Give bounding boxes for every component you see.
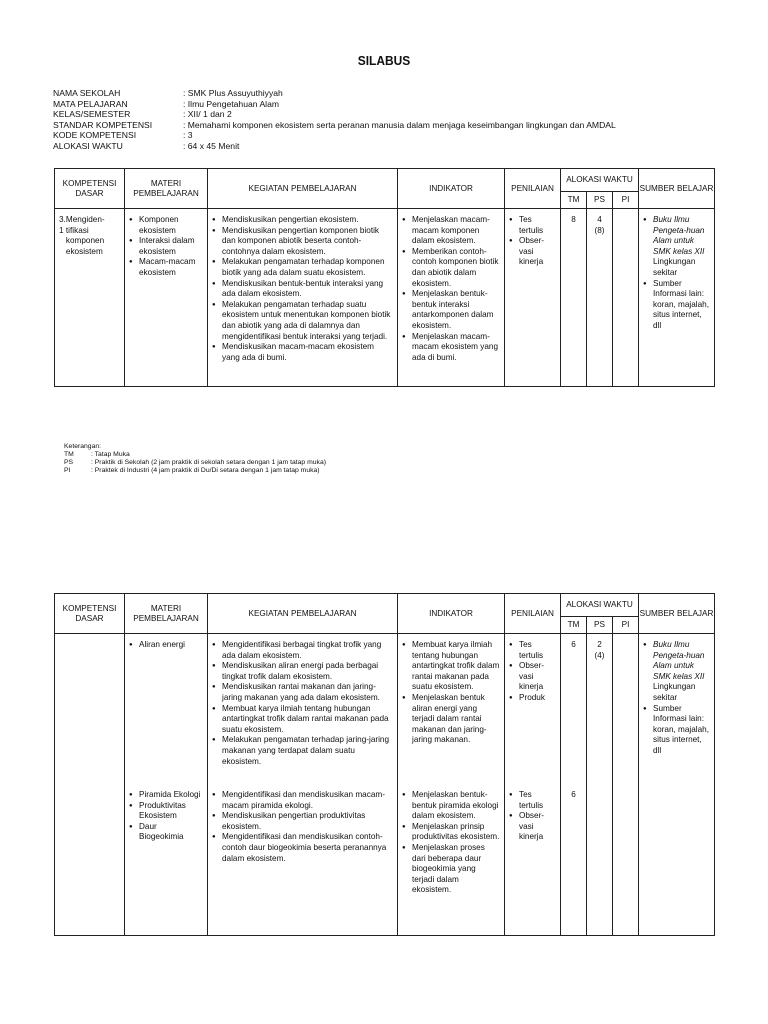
meta-key: NAMA SEKOLAH	[53, 88, 121, 98]
list-item: ● Obser-vasi kinerja	[509, 811, 556, 843]
list-item: ● Menjelaskan macam-macam ekosistem yang ada di bumi.	[402, 332, 500, 364]
materi-cell	[125, 209, 208, 387]
list-item: ● Menjelaskan macam-macam komponen dalam ekosistem.	[402, 215, 500, 247]
tm-value: 6	[571, 790, 576, 799]
sumber-lingkungan: Lingkungan sekitar	[653, 257, 696, 277]
list-item: ● Tes tertulis	[509, 640, 556, 661]
meta-key: STANDAR KOMPETENSI	[53, 119, 153, 130]
list-item: ● Daur Biogeokimia	[129, 822, 203, 843]
list-item: ● Mendiskusikan aliran energi pada berbagai tingkat trofik dalam ekosistem.	[212, 661, 393, 682]
meta-row	[53, 88, 616, 99]
list-item: ● Mengidentifikasi berbagai tingkat trofik yang ada dalam ekosistem.	[212, 640, 393, 661]
list-item: ● Aliran energi	[129, 640, 203, 651]
kd-cell	[55, 209, 125, 387]
header-ps: PS	[587, 192, 613, 209]
sumber-book: Buku Ilmu Pengeta-huan Alam untuk SMK kelas XII	[653, 640, 705, 681]
kd-cell	[55, 634, 125, 936]
sumber-lingkungan: Lingkungan sekitar	[653, 682, 696, 702]
header-pi: PI	[613, 617, 639, 634]
meta-key: ALOKASI WAKTU	[53, 140, 123, 151]
list-item: ● Sumber Informasi lain: koran, majalah, situs internet, dll	[643, 704, 710, 757]
header-kd: KOMPETENSI DASAR	[55, 594, 125, 634]
list-item: ● Mendiskusikan rantai makanan dan jaring-jaring makanan yang ada dalam ekosistem.	[212, 682, 393, 703]
header-materi: MATERI PEMBELAJARAN	[125, 594, 208, 634]
header-pi: PI	[613, 192, 639, 209]
list-item: ● Tes tertulis	[509, 790, 556, 811]
keterangan-key: PS	[64, 459, 74, 466]
list-item	[643, 215, 710, 279]
header-penilaian: PENILAIAN	[505, 169, 561, 209]
header-penilaian: PENILAIAN	[505, 594, 561, 634]
header-kd: KOMPETENSI DASAR	[55, 169, 125, 209]
tm-value: 8	[571, 215, 576, 224]
list-item: ● Interaksi dalam ekosistem	[129, 236, 203, 257]
kd-text: Mengiden-tifikasi komponen ekosistem	[65, 215, 105, 256]
list-item: ● Mendiskusikan bentuk-bentuk interaksi yang ada dalam ekosistem.	[212, 279, 393, 300]
identity-block	[53, 88, 616, 152]
meta-row	[53, 120, 616, 131]
ps-cell	[587, 209, 613, 387]
list-item: ● Sumber Informasi lain: koran, majalah, situs internet, dll	[643, 279, 710, 332]
header-materi: MATERI PEMBELAJARAN	[125, 169, 208, 209]
header-kegiatan: KEGIATAN PEMBELAJARAN	[208, 594, 398, 634]
list-item: ● Menjelaskan bentuk-bentuk interaksi antarkomponen dalam ekosistem.	[402, 289, 500, 331]
list-item: ● Mengidentifikasi dan mendiskusikan contoh-contoh daur biogeokimia beserta peranannya dalam ekosistem.	[212, 832, 393, 864]
indikator-cell	[398, 209, 505, 387]
ps-value: 4	[597, 215, 602, 224]
list-item: ● Komponen ekosistem	[129, 215, 203, 236]
header-kegiatan: KEGIATAN PEMBELAJARAN	[208, 169, 398, 209]
document-title: SILABUS	[357, 53, 411, 68]
list-item: ● Menjelaskan bentuk-bentuk piramida ekologi dalam ekosistem.	[402, 790, 500, 822]
header-indikator: INDIKATOR	[398, 169, 505, 209]
keterangan-value: : Tatap Muka	[91, 451, 130, 458]
list-item: ● Mendiskusikan pengertian ekosistem.	[212, 215, 393, 226]
meta-value: : XII/ 1 dan 2	[183, 109, 232, 120]
header-sumber: SUMBER BELAJAR	[639, 594, 715, 634]
keterangan-value: : Praktik di Sekolah (2 jam praktik di sekolah setara dengan 1 jam tatap muka)	[91, 459, 326, 466]
meta-row	[53, 109, 616, 120]
list-item: ● Melakukan pengamatan terhadap komponen biotik yang ada dalam suatu ekosistem.	[212, 257, 393, 278]
list-item: ● Melakukan pengamatan terhadap jaring-jaring makanan yang terdapat dalam suatu ekosistem.	[212, 735, 393, 767]
meta-value: : SMK Plus Assuyuthiyyah	[183, 88, 283, 98]
sumber-book: Buku Ilmu Pengeta-huan Alam untuk SMK kelas XII	[653, 215, 705, 256]
meta-row	[53, 141, 616, 152]
list-item: ● Membuat karya ilmiah tentang hubungan antartingkat trofik dalam rantai makanan pada suatu ekosistem.	[402, 640, 500, 693]
meta-key: MATA PELAJARAN	[53, 98, 128, 109]
list-item: ● Mendiskusikan pengertian komponen biotik dan komponen abiotik beserta contoh-contohnya dalam ekosistem.	[212, 226, 393, 258]
keterangan-row	[64, 451, 326, 459]
list-item: ● Produktivitas Ekosistem	[129, 801, 203, 822]
meta-value: : 3	[183, 130, 193, 141]
pi-cell	[613, 634, 639, 936]
meta-value: : Memahami komponen ekosistem serta peranan manusia dalam menjaga keseimbangan lingkungan dan AMDAL	[183, 119, 616, 130]
list-item: ● Membuat karya ilmiah tentang hubungan antartingkat trofik dalam rantai makanan pada suatu ekosistem.	[212, 704, 393, 736]
meta-row	[53, 130, 616, 141]
list-item: ● Mendiskusikan pengertian produktivitas ekosistem.	[212, 811, 393, 832]
sumber-cell	[639, 634, 715, 936]
pi-value	[613, 209, 638, 219]
list-item: ● Obser-vasi kinerja	[509, 661, 556, 693]
pi-cell	[613, 209, 639, 387]
list-item: ● Mengidentifikasi dan mendiskusikan macam-macam piramida ekologi.	[212, 790, 393, 811]
list-item: ● Produk	[509, 693, 556, 704]
header-tm: TM	[561, 192, 587, 209]
ps-cell	[587, 634, 613, 936]
list-item: ● Macam-macam ekosistem	[129, 257, 203, 278]
tm-cell	[561, 209, 587, 387]
materi-cell	[125, 634, 208, 936]
meta-value: : 64 x 45 Menit	[183, 140, 240, 151]
list-item: ● Menjelaskan bentuk aliran energi yang terjadi dalam rantai makanan dan jaring-jaring makanan.	[402, 693, 500, 746]
list-item: ● Obser-vasi kinerja	[509, 236, 556, 268]
penilaian-cell	[505, 634, 561, 936]
list-item: ● Mendiskusikan macam-macam ekosistem yang ada di bumi.	[212, 342, 393, 363]
list-item: ● Tes tertulis	[509, 215, 556, 236]
header-alokasi: ALOKASI WAKTU	[561, 169, 639, 192]
keterangan-note	[64, 443, 326, 475]
list-item	[643, 640, 710, 704]
penilaian-cell	[505, 209, 561, 387]
meta-value: : Ilmu Pengetahuan Alam	[183, 98, 280, 109]
keterangan-title: Keterangan:	[64, 443, 102, 450]
list-item: ● Menjelaskan proses dari beberapa daur biogeokimia yang terjadi dalam ekosistem.	[402, 843, 500, 896]
list-item: ● Melakukan pengamatan terhadap suatu ekosistem untuk menentukan komponen biotik dan abiotik yang ada di dalamnya dan mengidentifikasi bentuk interaksi yang terjadi.	[212, 300, 393, 342]
keterangan-row	[64, 459, 326, 467]
header-tm: TM	[561, 617, 587, 634]
indikator-cell	[398, 634, 505, 936]
tm-value: 6	[571, 640, 576, 649]
kd-number: 3. 1	[59, 215, 66, 235]
meta-key: KODE KOMPETENSI	[53, 130, 137, 141]
keterangan-key: PI	[64, 467, 71, 474]
ps-value: 2	[597, 640, 602, 649]
sumber-cell	[639, 209, 715, 387]
header-alokasi: ALOKASI WAKTU	[561, 594, 639, 617]
list-item: ● Memberikan contoh-contoh komponen biotik dan abiotik dalam ekosistem.	[402, 247, 500, 289]
syllabus-table-1	[54, 168, 715, 387]
header-ps: PS	[587, 617, 613, 634]
meta-row	[53, 99, 616, 110]
ps-value-note: (4)	[594, 650, 605, 660]
tm-cell	[561, 634, 587, 936]
keterangan-row	[64, 467, 326, 475]
kegiatan-cell	[208, 634, 398, 936]
list-item: ● Piramida Ekologi	[129, 790, 203, 801]
keterangan-value: : Praktek di Industri (4 jam praktik di Du/Di setara dengan 1 jam tatap muka)	[91, 467, 320, 474]
header-sumber: SUMBER BELAJAR	[639, 169, 715, 209]
header-indikator: INDIKATOR	[398, 594, 505, 634]
kegiatan-cell	[208, 209, 398, 387]
meta-key: KELAS/SEMESTER	[53, 109, 131, 120]
keterangan-key: TM	[64, 451, 74, 458]
list-item: ● Menjelaskan prinsip produktivitas ekosistem.	[402, 822, 500, 843]
ps-value-note: (8)	[594, 225, 605, 235]
syllabus-table-2	[54, 593, 715, 936]
